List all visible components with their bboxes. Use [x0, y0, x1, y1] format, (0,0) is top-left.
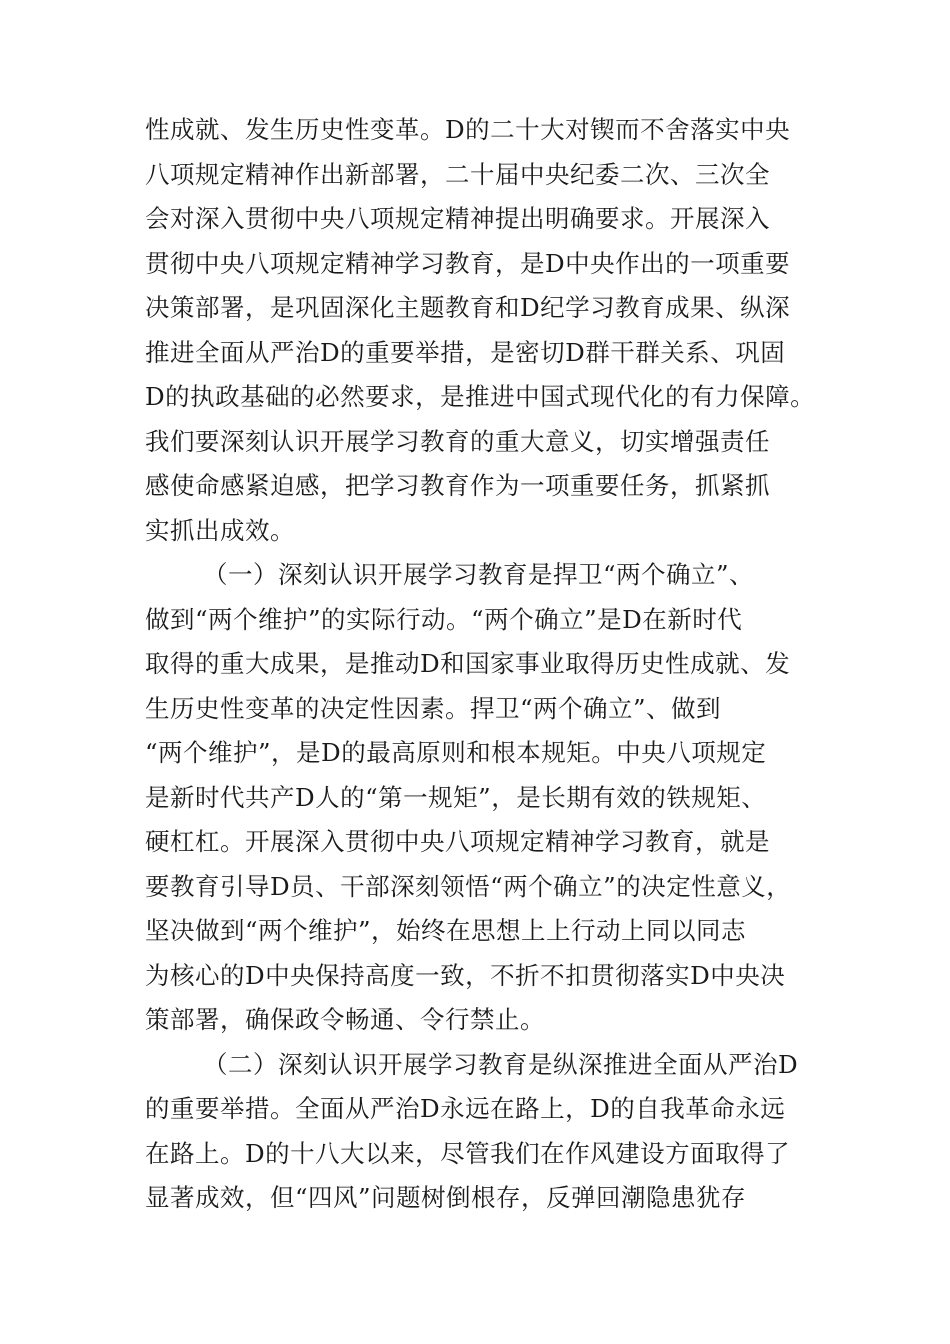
text-line: 推进全面从严治D的重要举措，是密切D群干群关系、巩固: [145, 337, 786, 367]
text-line: 决策部署，是巩固深化主题教育和D纪学习教育成果、纵深: [145, 293, 791, 322]
text-line: 的重要举措。全面从严治D永远在路上，D的自我革命永远: [145, 1094, 786, 1123]
text-line: 坚决做到“两个维护”，始终在思想上上行动上同以同志: [145, 916, 747, 945]
text-line: 取得的重大成果，是推动D和国家事业取得历史性成就、发: [145, 649, 791, 678]
text-line: 策部署，确保政令畅通、令行禁止。: [145, 1005, 545, 1034]
text-line: 做到“两个维护”的实际行动。“两个确立”是D在新时代: [145, 604, 743, 634]
text-line: 性成就、发生历史性变革。D的二十大对锲而不舍落实中央: [145, 115, 791, 144]
text-line: 显著成效，但“四风”问题树倒根存，反弹回潮隐患犹存: [145, 1183, 747, 1212]
body-text: [145, 108, 816, 1221]
text-line: 八项规定精神作出新部署，二十届中央纪委二次、三次全: [145, 159, 770, 189]
text-line: 感使命感紧迫感，把学习教育作为一项重要任务，抓紧抓: [145, 471, 770, 500]
text-line: 硬杠杠。开展深入贯彻中央八项规定精神学习教育，就是: [145, 827, 770, 856]
text-line: 在路上。D的十八大以来，尽管我们在作风建设方面取得了: [145, 1138, 791, 1168]
section-heading-line: （二）深刻认识开展学习教育是纵深推进全面从严治D: [203, 1049, 799, 1079]
text-line: 为核心的D中央保持高度一致，不折不扣贯彻落实D中央决: [145, 960, 786, 990]
section-heading-line: （一）深刻认识开展学习教育是捍卫“两个确立”、: [203, 560, 755, 589]
text-line: 会对深入贯彻中央八项规定精神提出明确要求。开展深入: [145, 204, 770, 233]
text-line: 实抓出成效。: [145, 515, 295, 545]
text-line: 生历史性变革的决定性因素。捍卫“两个确立”、做到: [145, 693, 722, 723]
text-line: “两个维护”，是D的最高原则和根本规矩。中央八项规定: [145, 738, 767, 767]
text-line: 是新时代共产D人的“第一规矩”，是长期有效的铁规矩、: [145, 782, 767, 812]
text-line: D的执政基础的必然要求，是推进中国式现代化的有力保障。: [145, 382, 816, 411]
text-line: 我们要深刻认识开展学习教育的重大意义，切实增强责任: [145, 426, 770, 456]
text-line: 要教育引导D员、干部深刻领悟“两个确立”的决定性意义，: [145, 871, 792, 901]
text-line: 贯彻中央八项规定精神学习教育，是D中央作出的一项重要: [145, 248, 791, 278]
